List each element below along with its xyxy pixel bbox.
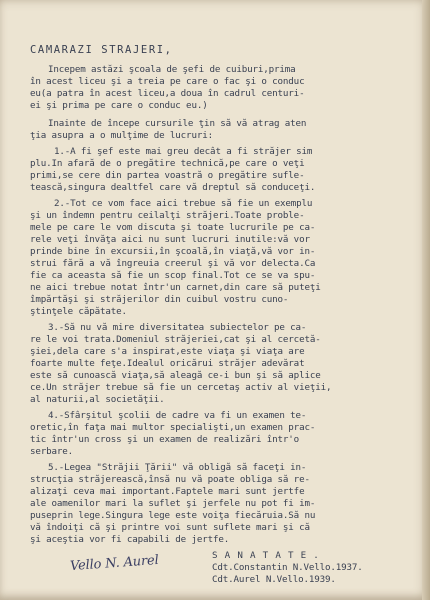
paragraph-line: re le voi trata.Domeniul străjeriei,cat şi al cercetă- [30, 334, 321, 345]
paragraph-line: tească,singura dealtfel care vă dreptul să conduceţi. [30, 182, 316, 193]
paragraph-line: împărtăşi şi străjerilor din cuibul vostru cuno- [30, 294, 289, 305]
paragraph-line: 3.-Să nu vă mire diversitatea subiectelor pe ca- [48, 322, 307, 333]
paragraph-line: 4.-Sfârşitul şcolii de cadre va fi un examen te- [48, 410, 307, 421]
paragraph-line: strui fără a vă îngreuia creerul şi vă vor delecta.Ca [30, 258, 316, 269]
paragraph-line: foarte multe feţe.Idealul oricărui străjer adevărat [30, 358, 305, 369]
paragraph-line: vă îndoiţi că şi printre voi sunt suflete mari şi că [30, 522, 310, 533]
paragraph-line: rele veţi învăţa aici nu sunt lucruri inutile:vă vor [30, 234, 310, 245]
paragraph-line: ei şi prima pe care o conduc eu.) [30, 100, 208, 111]
signer-line: Cdt.Constantin N.Vello.1937. [212, 562, 363, 573]
closing-salute: S A N A T A T E . [212, 550, 320, 561]
paragraph-line: în acest liceu şi a treia pe care o fac şi o conduc [30, 76, 305, 87]
paragraph-line: mele pe care le vom discuta şi toate lucrurile pe ca- [30, 222, 316, 233]
paragraph-line: primi,se cere din partea voastră o pregătire sufle- [30, 170, 305, 181]
paragraph-line: este să cunoască viaţa,să aleagă ce-i bun şi să aplice [30, 370, 321, 381]
paragraph-line: fie ca aceasta să fie un scop final.Tot ce se va spu- [30, 270, 316, 281]
paragraph-line: oretic,în faţa mai multor specialişti,un examen prac- [30, 422, 316, 433]
paragraph-line: plu.In afară de o pregătire technică,pe care o veţi [30, 158, 305, 169]
paragraph-line: ţia asupra a o mulţime de lucruri: [30, 130, 213, 141]
paragraph-line: şiei,dela care s'a inspirat,este viaţa şi viaţa are [30, 346, 305, 357]
paragraph-line: tic într'un cross şi un examen de realizări într'o [30, 434, 300, 445]
paragraph-line: Incepem astăzi şcoala de şefi de cuiburi,prima [48, 64, 296, 75]
paragraph-line: şi aceştia vor fi capabili de jertfe. [30, 534, 230, 545]
paragraph-line: eu(a patra în acest liceu,a doua în cadrul centuri- [30, 88, 305, 99]
paragraph-line: alizaţi ceva mai important.Faptele mari sunt jertfe [30, 486, 305, 497]
paragraph-line: al naturii,al societăţii. [30, 394, 165, 405]
paragraph-line: ce.Un străjer trebue să fie un cercetaş activ al vieţii, [30, 382, 332, 393]
letter-heading: CAMARAZI STRAJERI, [30, 44, 173, 56]
paragraph-line: ne aici trebue notat într'un carnet,din care să puteţi [30, 282, 321, 293]
paragraph-line: 1.-A fi şef este mai greu decât a fi străjer sim [54, 146, 313, 157]
paragraph-line: strucţia străjerească,însă nu vă poate obliga să re- [30, 474, 310, 485]
paragraph-line: prinde bine în excursii,în şcoală,în viaţă,vă vor in- [30, 246, 316, 257]
signer-line: Cdt.Aurel N.Vello.1939. [212, 574, 336, 585]
handwritten-signature: Vello N. Aurel [69, 552, 160, 575]
paragraph-line: ştinţele căpătate. [30, 306, 127, 317]
paragraph-line: serbare. [30, 446, 74, 457]
paragraph-line: Inainte de începe cursurile ţin să vă atrag aten [48, 118, 307, 129]
paragraph-line: puseprin lege.Singura lege este voiţa fiecăruia.Să nu [30, 510, 316, 521]
paragraph-line: 5.-Legea "Străjii Ţării" vă obligă să faceţi in- [48, 462, 307, 473]
paragraph-line: 2.-Tot ce vom face aici trebue să fie un exemplu [54, 198, 313, 209]
paragraph-line: ale oamenilor mari la suflet şi jerfele nu pot fi im- [30, 498, 316, 509]
paragraph-line: şi un îndemn pentru ceilalţi străjeri.Toate proble- [30, 210, 305, 221]
